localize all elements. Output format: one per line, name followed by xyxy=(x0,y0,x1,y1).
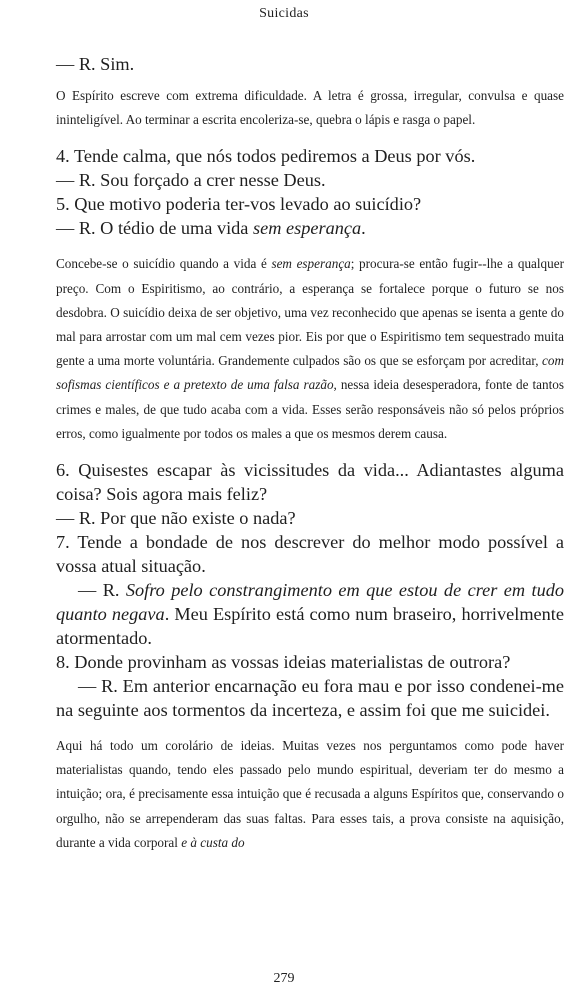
page-number: 279 xyxy=(273,971,295,986)
question-5: 5. Que motivo poderia ter-vos levado ao suicídio? xyxy=(56,194,422,215)
question-4: 4. Tende calma, que nós todos pediremos a Deus por vós. xyxy=(56,146,476,167)
answer-4: — R. Sou forçado a crer nesse Deus. xyxy=(56,170,326,191)
answer-5: — R. O tédio de uma vida sem esperança. xyxy=(56,218,366,239)
answer-8: — R. Em anterior encarnação eu fora mau e por isso condenei-me na seguinte aos tormentos da incerteza, e assim foi que me suicidei. xyxy=(56,676,564,721)
answer-3: — R. Sim. xyxy=(56,54,135,74)
commentary-1: O Espírito escreve com extrema dificuldade. A letra é grossa, irregular, convulsa e quase ininteligível. Ao terminar a escrita encoleriza-se, quebra o lápis e rasga o papel. xyxy=(56,88,564,128)
answer-7: — R. Sofro pelo constrangimento em que estou de crer em tudo quanto negava. Meu Espírito está como num braseiro, horrivelmente atormentado. xyxy=(56,580,565,649)
running-header: Suicidas xyxy=(259,6,309,21)
question-7: 7. Tende a bondade de nos descrever do melhor modo possível a vossa atual situação. xyxy=(56,532,564,577)
page-body xyxy=(56,52,564,855)
answer-6: — R. Por que não existe o nada? xyxy=(56,508,296,529)
commentary-3: Aqui há todo um corolário de ideias. Muitas vezes nos perguntamos como pode haver materialistas quando, tendo eles passado pelo mundo espiritual, deveriam ter do mesmo a intuição; ora, é precisamente essa intuição que é recusada a alguns Espíritos que, conservando o orgulho, não se arrependeram das suas faltas. Para esses tais, a prova consiste na aquisição, durante a vida corporal e à custa do xyxy=(56,738,564,850)
commentary-2: Concebe-se o suicídio quando a vida é sem esperança; procura-se então fugir--lhe a qualquer preço. Com o Espiritismo, ao contrário, a esperança se fortalece porque o futuro se nos desdobra. O suicídio deixa de ser objetivo, uma vez reconhecido que apenas se isenta a gente do mal para arrostar com um mal cem vezes pior. Eis por que o Espiritismo tem sequestrado muita gente a uma morte voluntária. Grandemente culpados são os que se esforçam por acreditar, com sofismas científicos e a pretexto de uma falsa razão, nessa ideia desesperadora, fonte de tantos crimes e males, de que tudo acaba com a vida. Esses serão responsáveis não só pelos próprios erros, como igualmente por todos os males a que os mesmos derem causa. xyxy=(56,256,564,441)
question-8: 8. Donde provinham as vossas ideias materialistas de outrora? xyxy=(56,652,511,673)
question-6: 6. Quisestes escapar às vicissitudes da vida... Adiantastes alguma coisa? Sois agora mais feliz? xyxy=(56,460,564,505)
